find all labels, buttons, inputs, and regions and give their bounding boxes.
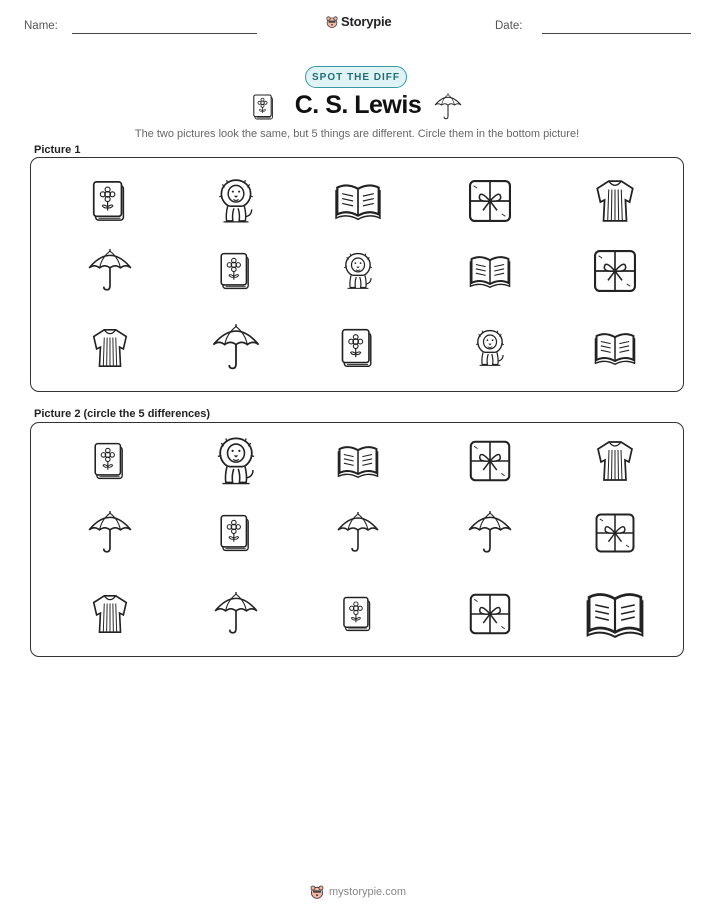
open-book-icon[interactable] <box>333 436 383 486</box>
date-field[interactable] <box>542 33 691 34</box>
lion-icon[interactable] <box>210 435 262 487</box>
date-label: Date: <box>495 20 523 32</box>
lion-icon <box>470 328 510 368</box>
book-icon[interactable] <box>90 441 130 481</box>
robe-icon <box>591 177 639 225</box>
umbrella-icon <box>210 322 262 374</box>
lion-icon <box>338 251 378 291</box>
instructions: The two pictures look the same, but 5 things are different. Circle them in the bottom picture! <box>134 128 580 140</box>
robe-icon[interactable] <box>88 592 132 636</box>
umbrella-icon[interactable] <box>335 510 381 556</box>
umbrella-icon[interactable] <box>466 509 514 557</box>
open-book-icon[interactable] <box>580 579 650 649</box>
book-icon[interactable] <box>339 595 377 633</box>
gift-icon[interactable] <box>464 588 516 640</box>
book-icon[interactable] <box>216 513 256 553</box>
name-label: Name: <box>24 20 58 32</box>
storypie-logo <box>325 14 391 29</box>
footer <box>309 884 406 900</box>
book-icon <box>216 251 256 291</box>
book-icon <box>88 179 132 223</box>
umbrella-icon <box>432 92 464 122</box>
worksheet-type-badge: SPOT THE DIFF <box>305 66 407 88</box>
picture-2-panel[interactable] <box>30 422 684 657</box>
page-title: C. S. Lewis <box>294 91 422 119</box>
mascot-icon <box>309 884 325 900</box>
name-field[interactable] <box>72 33 257 34</box>
umbrella-icon[interactable] <box>86 509 134 557</box>
gift-icon[interactable] <box>464 435 516 487</box>
open-book-icon <box>330 173 386 229</box>
picture-1-panel <box>30 157 684 392</box>
logo-text: Storypie <box>341 14 392 29</box>
picture-1-label: Picture 1 <box>34 144 81 156</box>
book-icon <box>252 93 276 121</box>
footer-url: mystorypie.com <box>329 886 407 898</box>
umbrella-icon[interactable] <box>212 590 260 638</box>
robe-icon <box>88 326 132 370</box>
gift-icon <box>588 244 642 298</box>
mascot-icon <box>325 15 339 29</box>
picture-2-label: Picture 2 (circle the 5 differences) <box>34 408 211 420</box>
gift-icon[interactable] <box>590 508 640 558</box>
gift-icon <box>463 174 517 228</box>
open-book-icon <box>465 246 515 296</box>
umbrella-icon <box>86 247 134 295</box>
robe-icon[interactable] <box>592 438 638 484</box>
open-book-icon <box>590 323 640 373</box>
lion-icon <box>212 177 260 225</box>
book-icon <box>337 327 379 369</box>
